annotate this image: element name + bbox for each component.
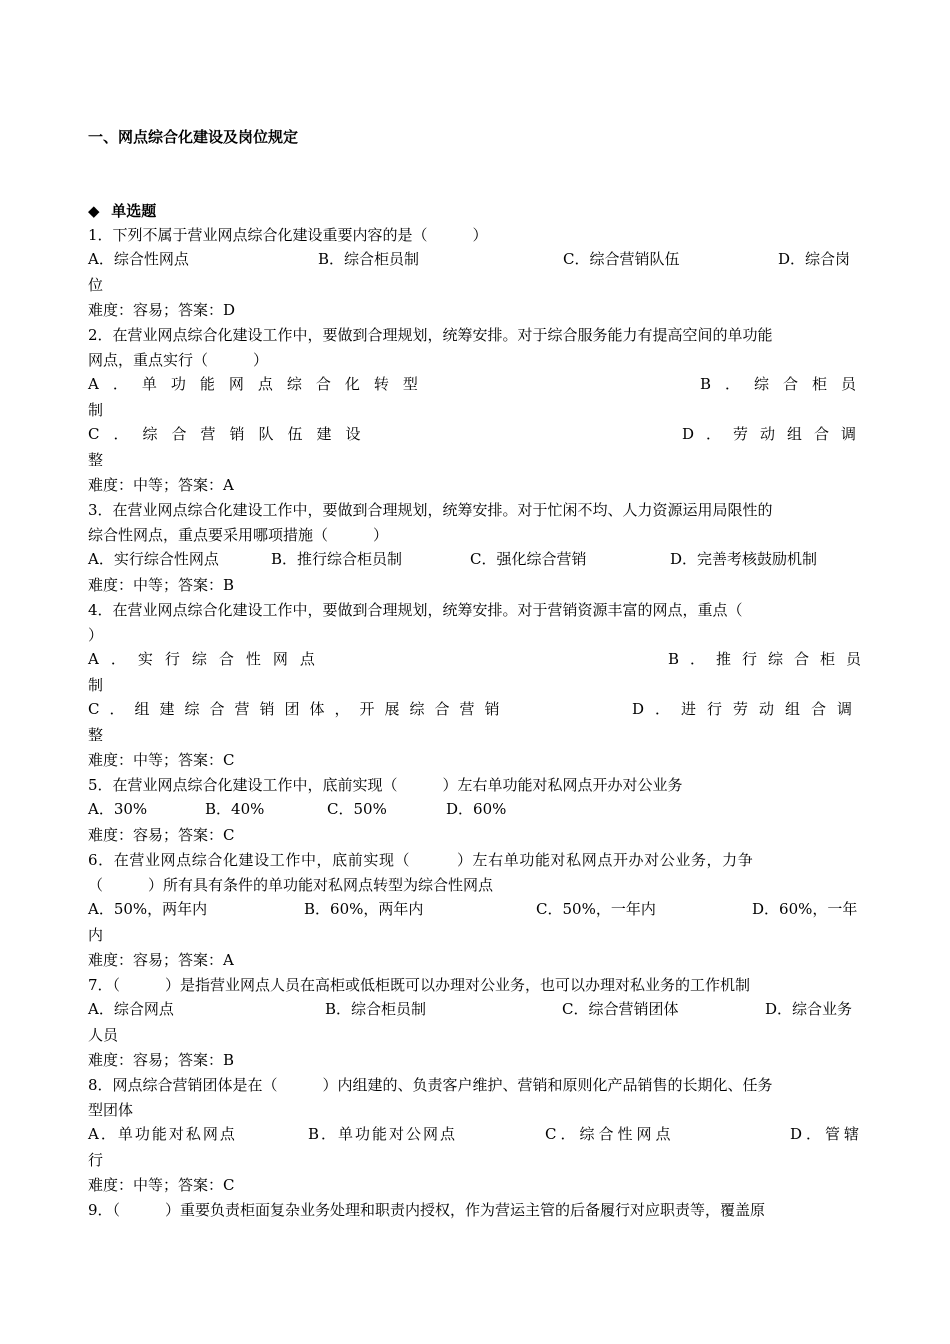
q7-option-d: D．综合业务 bbox=[765, 1000, 853, 1018]
question-6-line-2: （ ）所有具有条件的单功能对私网点转型为综合性网点 bbox=[88, 876, 494, 894]
document-heading: 一、网点综合化建设及岗位规定 bbox=[88, 128, 299, 146]
section-title bbox=[88, 200, 156, 221]
q1-answer: 难度：容易；答案：D bbox=[88, 301, 236, 319]
q4-option-d: D．进行劳动组合调 bbox=[632, 700, 864, 718]
question-8-line-1: 8．网点综合营销团体是在（ ）内组建的、负责客户维护、营销和原则化产品销售的长期化、任务 bbox=[88, 1076, 773, 1094]
q6-option-c: C．50%，一年内 bbox=[536, 900, 656, 918]
section-title-text: 单选题 bbox=[111, 202, 157, 220]
q5-answer: 难度：容易；答案：C bbox=[88, 826, 235, 844]
q8-answer: 难度：中等；答案：C bbox=[88, 1176, 235, 1194]
q4-option-a: A．实行综合性网点 bbox=[88, 650, 327, 668]
question-7: 7．（ ）是指营业网点人员在高柜或低柜既可以办理对公业务，也可以办理对私业务的工作机制 bbox=[88, 976, 751, 994]
q7-option-c: C．综合营销团体 bbox=[562, 1000, 679, 1018]
q3-option-c: C．强化综合营销 bbox=[470, 550, 587, 568]
q7-answer: 难度：容易；答案：B bbox=[88, 1051, 235, 1069]
q1-option-a: A．综合性网点 bbox=[88, 250, 189, 268]
q1-option-c: C．综合营销队伍 bbox=[563, 250, 680, 268]
q4-option-b-cont: 制 bbox=[88, 676, 104, 694]
q2-option-b-cont: 制 bbox=[88, 401, 104, 419]
q1-option-d: D．综合岗 bbox=[778, 250, 851, 268]
q2-option-d-cont: 整 bbox=[88, 451, 104, 469]
q7-option-a: A．综合网点 bbox=[88, 1000, 174, 1018]
q6-option-b: B．60%，两年内 bbox=[304, 900, 424, 918]
q4-option-b: B．推行综合柜员 bbox=[668, 650, 873, 668]
question-2-line-1: 2．在营业网点综合化建设工作中，要做到合理规划，统筹安排。对于综合服务能力有提高空间的单功能 bbox=[88, 326, 773, 344]
q7-option-b: B．综合柜员制 bbox=[325, 1000, 427, 1018]
q8-option-a: A．单功能对私网点 bbox=[88, 1125, 237, 1143]
q1-option-d-cont: 位 bbox=[88, 276, 104, 294]
q6-option-a: A．50%，两年内 bbox=[88, 900, 208, 918]
q6-option-d-cont: 内 bbox=[88, 926, 104, 944]
question-5: 5．在营业网点综合化建设工作中，底前实现（ ）左右单功能对私网点开办对公业务 bbox=[88, 776, 683, 794]
question-3-line-1: 3．在营业网点综合化建设工作中，要做到合理规划，统筹安排。对于忙闲不均、人力资源运用局限性的 bbox=[88, 501, 773, 519]
q4-option-c: C．组建综合营销团体，开展综合营销 bbox=[88, 700, 510, 718]
q2-option-b: B．综合柜员 bbox=[700, 375, 871, 393]
q2-option-c: C．综合营销队伍建设 bbox=[88, 425, 375, 443]
question-2-line-2: 网点，重点实行（ ） bbox=[88, 351, 269, 369]
q3-answer: 难度：中等；答案：B bbox=[88, 576, 235, 594]
q2-option-d: D．劳动组合调 bbox=[682, 425, 869, 443]
question-6-line-1: 6．在营业网点综合化建设工作中，底前实现（ ）左右单功能对私网点开办对公业务，力争 bbox=[88, 851, 754, 869]
q6-option-d: D．60%，一年 bbox=[752, 900, 858, 918]
q8-option-d-cont: 行 bbox=[88, 1151, 104, 1169]
q3-option-d: D．完善考核鼓励机制 bbox=[670, 550, 818, 568]
q5-option-d: D．60% bbox=[446, 800, 507, 818]
question-1: 1．下列不属于营业网点综合化建设重要内容的是（ ） bbox=[88, 226, 488, 244]
q8-option-b: B．单功能对公网点 bbox=[308, 1125, 458, 1143]
q8-option-c: C．综合性网点 bbox=[545, 1125, 675, 1143]
q3-option-b: B．推行综合柜员制 bbox=[271, 550, 403, 568]
question-9-line-1: 9．（ ）重要负责柜面复杂业务处理和职责内授权，作为营运主管的后备履行对应职责等，覆盖原 bbox=[88, 1201, 766, 1219]
q5-option-c: C．50% bbox=[327, 800, 387, 818]
q4-option-d-cont: 整 bbox=[88, 726, 104, 744]
q8-option-d: D．管辖 bbox=[790, 1125, 864, 1143]
question-8-line-2: 型团体 bbox=[88, 1101, 134, 1119]
q2-option-a: A．单功能网点综合化转型 bbox=[88, 375, 432, 393]
q7-option-d-cont: 人员 bbox=[88, 1026, 119, 1044]
q5-option-a: A．30% bbox=[88, 800, 148, 818]
q5-option-b: B．40% bbox=[205, 800, 265, 818]
q3-option-a: A．实行综合性网点 bbox=[88, 550, 219, 568]
question-4-line-1: 4．在营业网点综合化建设工作中，要做到合理规划，统筹安排。对于营销资源丰富的网点，重点（ bbox=[88, 601, 743, 619]
q4-answer: 难度：中等；答案：C bbox=[88, 751, 235, 769]
question-4-line-2: ） bbox=[88, 626, 104, 644]
q6-answer: 难度：容易；答案：A bbox=[88, 951, 234, 969]
q2-answer: 难度：中等；答案：A bbox=[88, 476, 234, 494]
diamond-icon: ◆ bbox=[88, 202, 100, 220]
question-3-line-2: 综合性网点，重点要采用哪项措施（ ） bbox=[88, 526, 389, 544]
q1-option-b: B．综合柜员制 bbox=[318, 250, 420, 268]
